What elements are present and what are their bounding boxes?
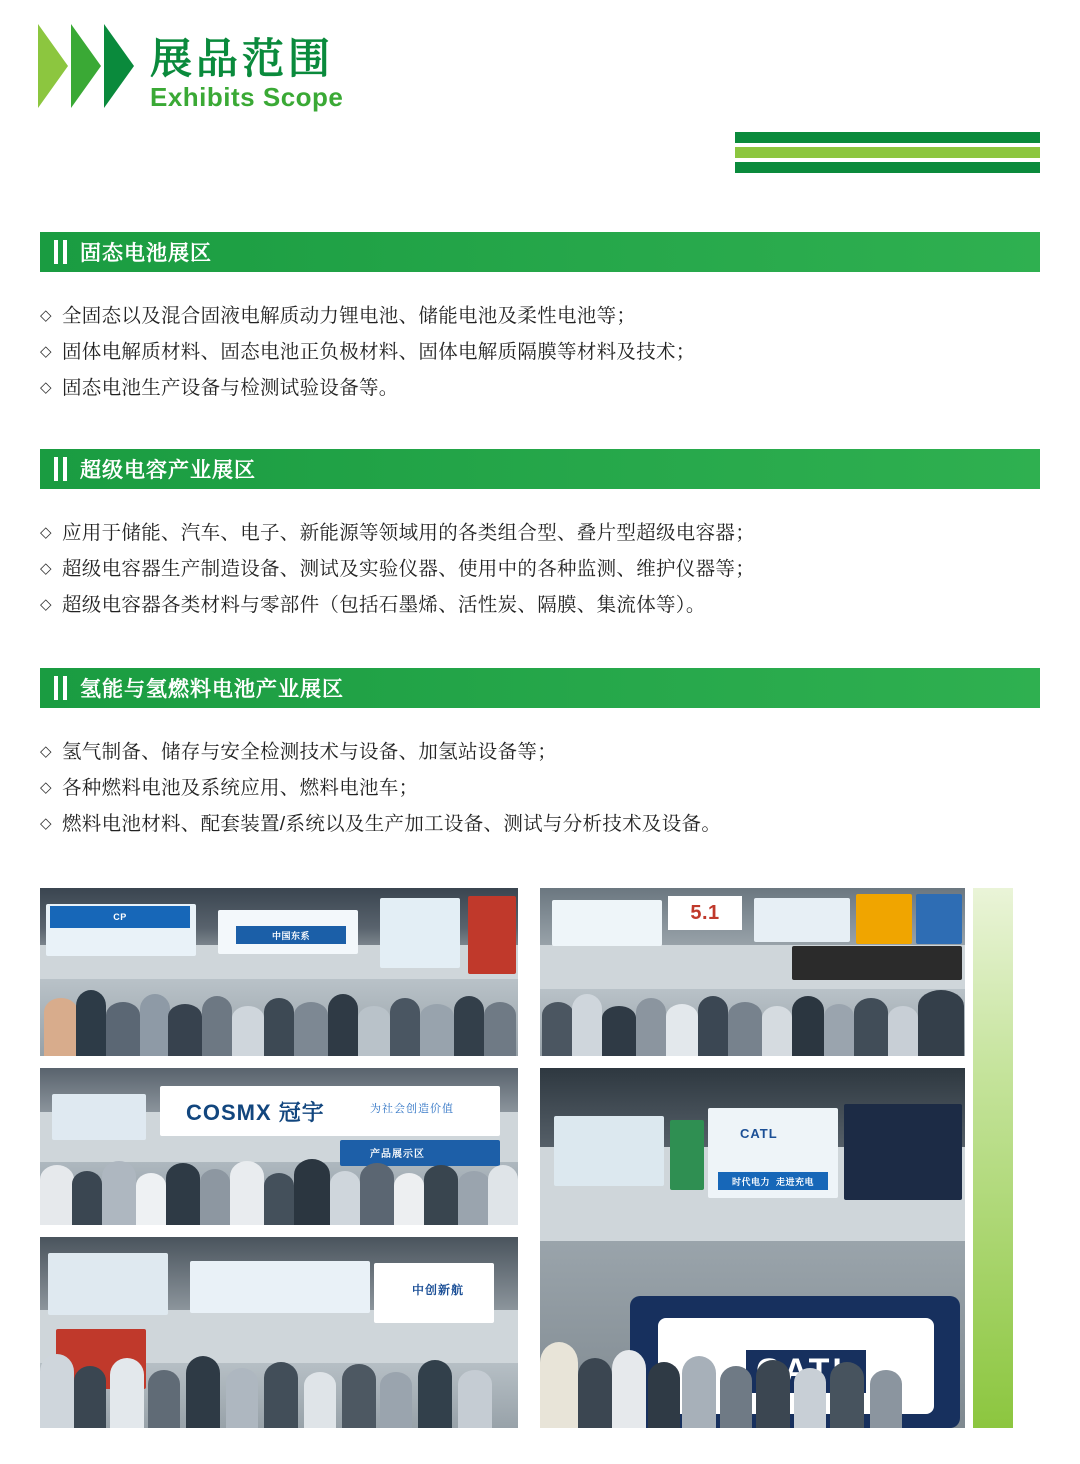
list-item [40,587,1040,623]
booth-slogan-label: 为社会创造价值 [370,1103,454,1115]
page-header [0,0,1080,130]
section-tick-marks-icon [54,676,67,700]
diamond-bullet-icon: ◇ [40,379,52,396]
photo-exhibition-hall-crowd-1 [40,888,518,1056]
section-header-bar [40,668,1040,708]
diamond-bullet-icon: ◇ [40,779,52,796]
list-item [40,515,1040,551]
section-title: 超级电容产业展区 [80,459,256,482]
double-chevron-right-icon [38,24,134,108]
diamond-bullet-icon: ◇ [40,307,52,324]
diamond-bullet-icon: ◇ [40,524,52,541]
section-supercapacitor [40,449,1040,623]
booth-logo-label: CATL [740,1126,778,1141]
list-item [40,298,1040,334]
section-solid-state-battery [40,232,1040,406]
page-subtitle: Exhibits Scope [150,82,344,112]
section-header-bar [40,232,1040,272]
list-item [40,806,1040,842]
diamond-bullet-icon: ◇ [40,815,52,832]
diamond-bullet-icon: ◇ [40,560,52,577]
list-item-text: 各种燃料电池及系统应用、燃料电池车； [62,777,419,799]
header-rule-lime [735,147,1040,158]
list-item-text: 燃料电池材料、配套装置/系统以及生产加工设备、测试与分析技术及设备。 [62,813,722,835]
header-rule-green-top [735,132,1040,143]
list-item-text: 应用于储能、汽车、电子、新能源等领域用的各类组合型、叠片型超级电容器； [62,522,756,544]
diamond-bullet-icon: ◇ [40,596,52,613]
booth-banner-label: 中国东系 [236,926,346,944]
list-item-text: 超级电容器各类材料与零部件（包括石墨烯、活性炭、隔膜、集流体等）。 [62,594,706,616]
photo-gallery [40,888,1040,1428]
booth-section-label: 产品展示区 [370,1149,425,1160]
decorative-gradient-strip [973,888,1013,1428]
section-header-bar [40,449,1040,489]
section-title: 氢能与氢燃料电池产业展区 [80,678,344,701]
section-hydrogen-fuel-cell [40,668,1040,842]
booth-banner-label: CP [50,906,190,928]
section-bullet-list [40,298,1040,406]
section-tick-marks-icon [54,240,67,264]
section-title: 固态电池展区 [80,242,212,265]
header-rule-green-bottom [735,162,1040,173]
section-bullet-list [40,515,1040,623]
list-item [40,370,1040,406]
list-item [40,734,1040,770]
section-bullet-list [40,734,1040,842]
photo-exhibition-aisle [40,1237,518,1428]
list-item-text: 全固态以及混合固液电解质动力锂电池、储能电池及柔性电池等； [62,305,637,327]
photo-cosmx-booth [40,1068,518,1225]
list-item [40,551,1040,587]
list-item-text: 超级电容器生产制造设备、测试及实验仪器、使用中的各种监测、维护仪器等； [62,558,756,580]
photo-exhibition-hall-crowd-2 [540,888,965,1056]
list-item [40,770,1040,806]
booth-logo-label: COSMX 冠宇 [186,1100,325,1125]
booth-banner-label: 时代电力 走进充电 [718,1172,828,1190]
list-item-text: 固体电解质材料、固态电池正负极材料、固体电解质隔膜等材料及技术； [62,341,696,363]
photo-catl-booth [540,1068,965,1428]
list-item-text: 氢气制备、储存与安全检测技术与设备、加氢站设备等； [62,741,558,763]
diamond-bullet-icon: ◇ [40,343,52,360]
booth-logo-label: 中创新航 [412,1283,465,1297]
diamond-bullet-icon: ◇ [40,743,52,760]
section-tick-marks-icon [54,457,67,481]
hall-number-label: 5.1 [668,896,742,930]
page-title: 展品范围 [150,35,335,82]
list-item-text: 固态电池生产设备与检测试验设备等。 [62,377,399,399]
list-item [40,334,1040,370]
